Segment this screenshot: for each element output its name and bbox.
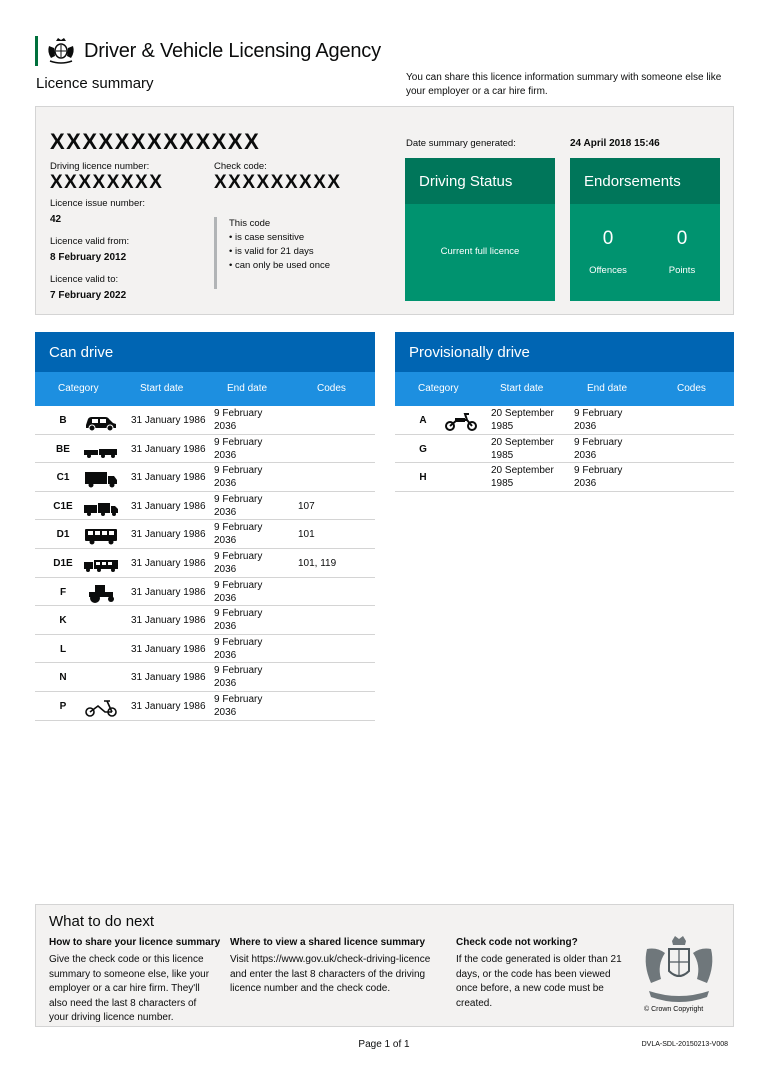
licence-number-value: XXXXXXXX (50, 172, 164, 193)
end-date: 9 February 2036 (214, 436, 263, 461)
driving-status-card (405, 158, 555, 301)
category-code: BE (56, 443, 70, 455)
table-row (395, 406, 734, 435)
tractor-icon (83, 583, 119, 603)
table-row (35, 578, 375, 607)
check-text: If the code generated is older than 21 days, or the code has been viewed once before, a new code must be created. (456, 954, 622, 1009)
end-date: 9 February 2036 (214, 693, 263, 718)
start-date: 31 January 1986 (131, 700, 206, 712)
royal-coat-of-arms-icon (639, 935, 719, 1007)
document-reference: DVLA-SDL-20150213-V008 (641, 1041, 728, 1048)
start-date: 31 January 1986 (131, 672, 206, 684)
car-icon (83, 411, 119, 431)
start-date: 20 September 1985 (491, 436, 554, 461)
category-code: N (59, 672, 67, 684)
start-date: 31 January 1986 (131, 643, 206, 655)
end-date: 9 February 2036 (574, 436, 623, 461)
licence-number-label: Driving licence number: (50, 161, 150, 172)
check-heading: Check code not working? (456, 937, 578, 948)
code-note-title: This code (229, 218, 271, 229)
provisionally-drive-rows (395, 406, 734, 492)
table-row (35, 520, 375, 549)
category-code: P (59, 700, 67, 712)
licence-summary-box (35, 106, 734, 315)
valid-to-label: Licence valid to: (50, 274, 119, 285)
endorsements-card (570, 158, 720, 301)
royal-crest-icon (46, 38, 76, 64)
can-drive-column-headers (35, 372, 375, 406)
truck-trailer-icon (83, 497, 119, 517)
provisionally-drive-panel (395, 332, 734, 492)
valid-from-value: 8 February 2012 (50, 252, 127, 263)
share-text: Give the check code or this licence summary to someone else, like your employer or a car hire firm. They'll also need the last 8 characters of your driving licence number. (49, 954, 210, 1023)
start-date: 31 January 1986 (131, 557, 206, 569)
column-codes: Codes (677, 383, 706, 394)
start-date: 20 September 1985 (491, 408, 554, 432)
licence-holder-name: XXXXXXXXXXXXX (50, 129, 261, 154)
start-date: 20 September 1985 (491, 465, 554, 490)
restriction-codes: 101, 119 (298, 557, 337, 569)
end-date: 9 February 2036 (214, 550, 263, 575)
category-code: A (419, 415, 427, 426)
truck-icon (83, 468, 119, 488)
restriction-codes: 101 (298, 529, 315, 541)
end-date: 9 February 2036 (214, 465, 263, 490)
generated-value: 24 April 2018 15:46 (570, 138, 660, 149)
driving-status-title: Driving Status (405, 158, 555, 204)
provisionally-drive-title: Provisionally drive (395, 332, 734, 372)
category-code: L (59, 643, 67, 655)
check-code-note (214, 217, 330, 289)
check-code-label: Check code: (214, 161, 267, 172)
column-category: Category (418, 383, 459, 394)
category-code: B (59, 415, 67, 426)
share-heading: How to share your licence summary (49, 937, 221, 948)
start-date: 31 January 1986 (131, 529, 206, 541)
category-code: D1E (53, 557, 73, 569)
start-date: 31 January 1986 (131, 472, 206, 484)
category-code: G (419, 443, 427, 455)
what-next-box (35, 904, 734, 1027)
car-trailer-icon (83, 440, 119, 460)
can-drive-title: Can drive (35, 332, 375, 372)
moped-icon (83, 697, 119, 717)
table-row (35, 549, 375, 578)
table-row (35, 492, 375, 521)
code-note-item: • is case sensitive (229, 232, 305, 243)
table-row (35, 435, 375, 464)
agency-header (35, 36, 381, 66)
bus-trailer-icon (83, 554, 119, 574)
restriction-codes: 107 (298, 500, 315, 512)
start-date: 31 January 1986 (131, 500, 206, 512)
motorcycle-icon (443, 411, 479, 431)
column-start-date: Start date (500, 383, 544, 394)
code-note-item: • can only be used once (229, 260, 331, 271)
end-date: 9 February 2036 (214, 408, 263, 432)
column-category: Category (58, 383, 99, 394)
can-drive-panel (35, 332, 375, 721)
points-label: Points (668, 265, 696, 276)
end-date: 9 February 2036 (214, 636, 263, 661)
column-end-date: End date (227, 383, 268, 394)
category-code: C1 (56, 472, 70, 484)
endorsements-title: Endorsements (570, 158, 720, 204)
end-date: 9 February 2036 (214, 522, 263, 547)
column-end-date: End date (587, 383, 628, 394)
table-row (395, 435, 734, 464)
end-date: 9 February 2036 (574, 408, 623, 432)
category-code: K (59, 615, 67, 627)
category-code: D1 (56, 529, 70, 541)
table-row (35, 663, 375, 692)
table-row (35, 463, 375, 492)
category-code: F (59, 586, 67, 598)
start-date: 31 January 1986 (131, 615, 206, 627)
valid-from-label: Licence valid from: (50, 236, 130, 247)
table-row (35, 692, 375, 721)
can-drive-rows (35, 406, 375, 721)
start-date: 31 January 1986 (131, 586, 206, 598)
check-code-value: XXXXXXXXX (214, 172, 342, 193)
generated-label: Date summary generated: (406, 138, 516, 149)
points-count: 0 (676, 228, 688, 249)
crown-copyright: © Crown Copyright (644, 1006, 704, 1013)
end-date: 9 February 2036 (214, 665, 263, 690)
column-codes: Codes (317, 383, 346, 394)
agency-name: Driver & Vehicle Licensing Agency (84, 39, 381, 62)
what-next-title: What to do next (49, 913, 155, 930)
end-date: 9 February 2036 (214, 493, 263, 518)
table-row (35, 606, 375, 635)
bus-icon (83, 525, 119, 545)
category-code: C1E (53, 500, 73, 512)
table-row (395, 463, 734, 492)
issue-number-value: 42 (50, 214, 62, 225)
end-date: 9 February 2036 (214, 579, 263, 604)
start-date: 31 January 1986 (131, 443, 206, 455)
where-text: Visit https://www.gov.uk/check-driving-licence and enter the last 8 characters of the driving licence number and the check code. (230, 954, 431, 994)
start-date: 31 January 1986 (131, 415, 206, 426)
provisionally-drive-column-headers (395, 372, 734, 406)
page-number: Page 1 of 1 (358, 1039, 410, 1050)
where-heading: Where to view a shared licence summary (230, 937, 426, 948)
table-row (35, 406, 375, 435)
column-start-date: Start date (140, 383, 184, 394)
category-code: H (419, 472, 427, 484)
end-date: 9 February 2036 (574, 465, 623, 490)
end-date: 9 February 2036 (214, 608, 263, 633)
page-title: Licence summary (36, 75, 154, 92)
offences-count: 0 (602, 228, 614, 249)
offences-label: Offences (589, 265, 627, 276)
code-note-item: • is valid for 21 days (229, 246, 314, 257)
issue-number-label: Licence issue number: (50, 198, 146, 209)
table-row (35, 635, 375, 664)
share-note: You can share this licence information summary with someone else like your employer or a car hire firm. (406, 72, 722, 97)
driving-status-value: Current full licence (440, 246, 520, 257)
valid-to-value: 7 February 2022 (50, 290, 127, 301)
